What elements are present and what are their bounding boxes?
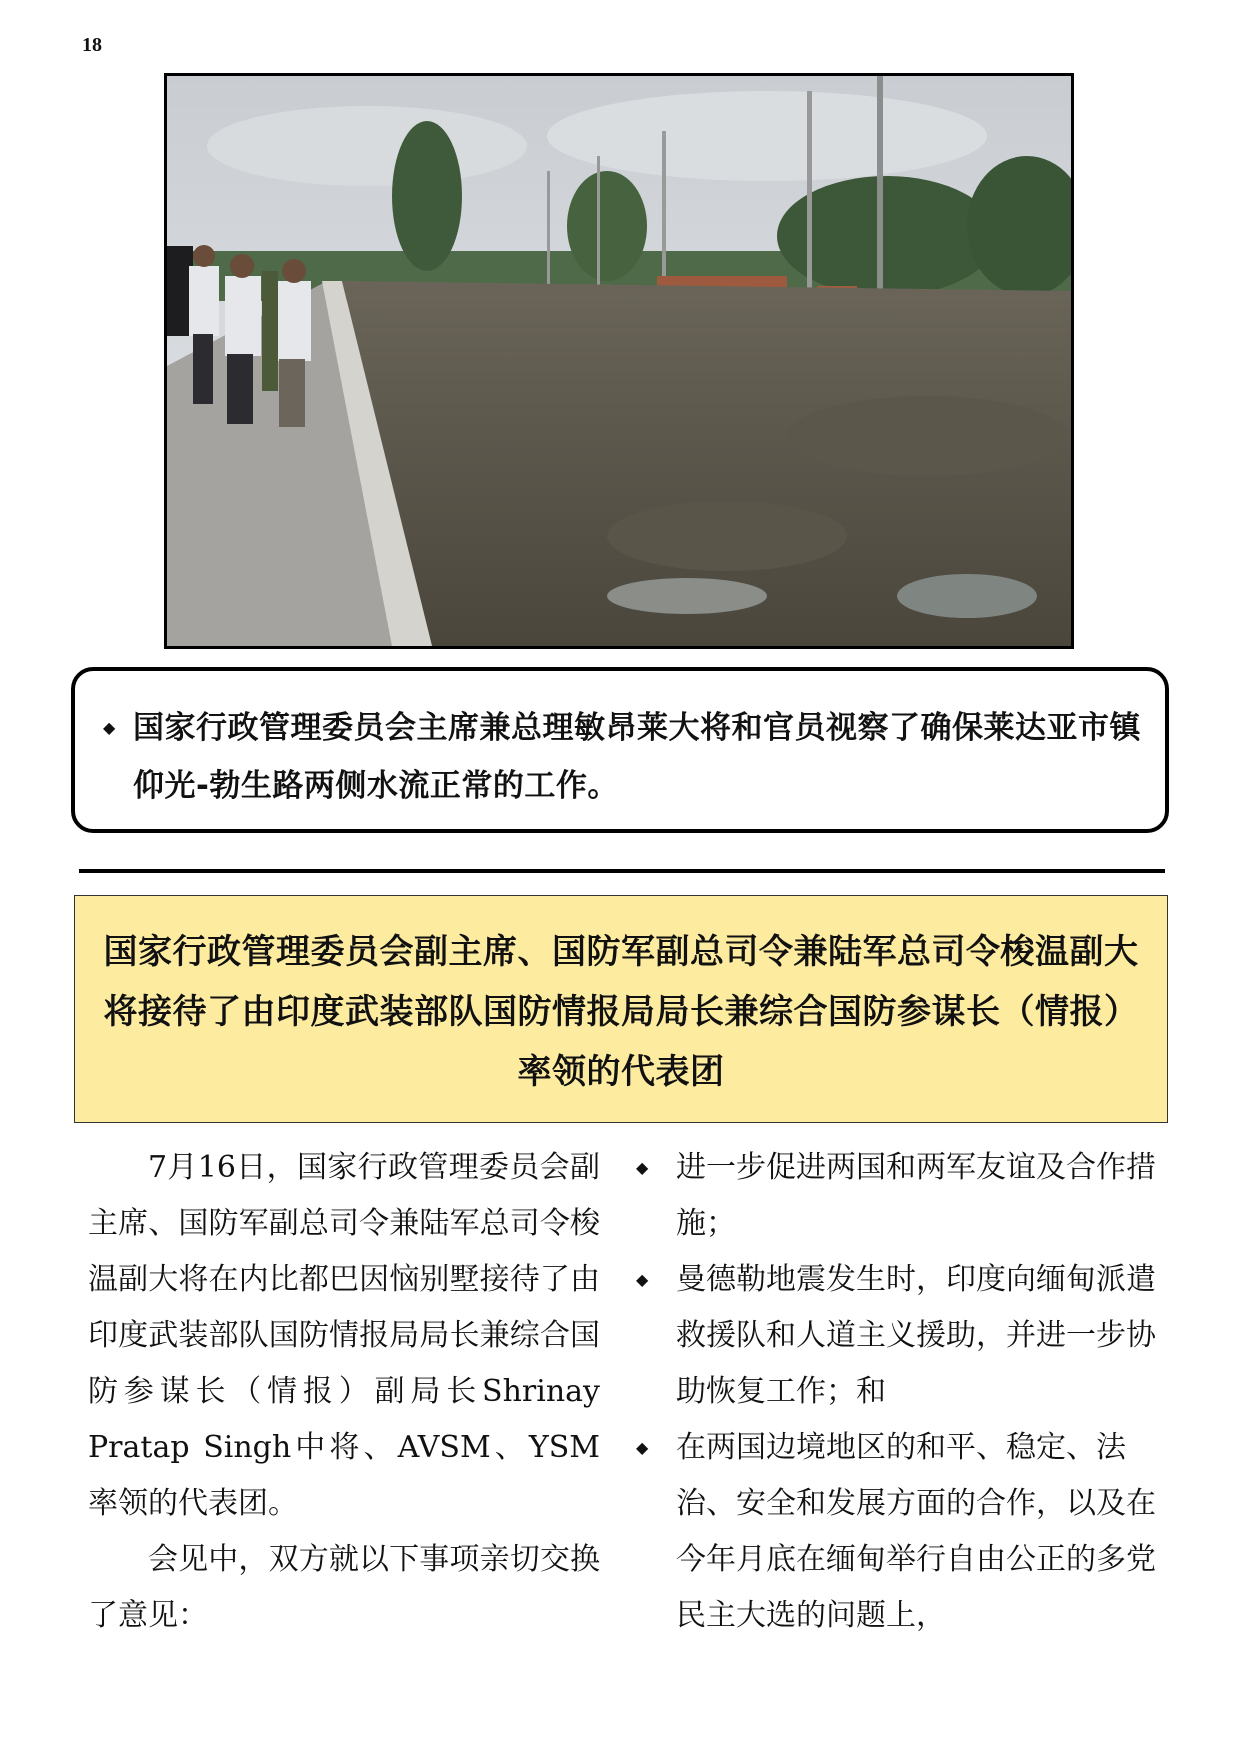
list-item bbox=[636, 1252, 1156, 1420]
section-divider bbox=[79, 869, 1165, 873]
body-paragraph: 会见中，双方就以下事项亲切交换了意见： bbox=[88, 1542, 600, 1633]
photo-caption-box bbox=[71, 667, 1169, 833]
diamond-bullet-icon: ◆ bbox=[103, 718, 116, 737]
list-item bbox=[636, 1140, 1156, 1252]
body-paragraph: 7月16日，国家行政管理委员会副主席、国防军副总司令兼陆军总司令梭温副大将在内比都巴因恼别墅接待了由印度武装部队国防情报局局长兼综合国防参谋长（情报）副局长Shrinay Pratap Singh中将、AVSM、YSM率领的代表团。 bbox=[88, 1150, 600, 1521]
list-item-text: 曼德勒地震发生时，印度向缅甸派遣救援队和人道主义援助，并进一步协助恢复工作；和 bbox=[676, 1262, 1156, 1409]
photo-caption-text: 国家行政管理委员会主席兼总理敏昂莱大将和官员视察了确保莱达亚市镇仰光-勃生路两侧水流正常的工作。 bbox=[133, 710, 1141, 804]
list-item bbox=[636, 1420, 1156, 1644]
article-body-right-column bbox=[636, 1140, 1156, 1644]
page-number: 18 bbox=[82, 34, 102, 56]
article-headline-box bbox=[74, 895, 1168, 1123]
article-body-left-column bbox=[88, 1140, 600, 1644]
article-headline: 国家行政管理委员会副主席、国防军副总司令兼陆军总司令梭温副大将接待了由印度武装部队国防情报局局长兼综合国防参谋长（情报）率领的代表团 bbox=[103, 932, 1139, 1092]
diamond-bullet-icon: ◆ bbox=[636, 1158, 649, 1177]
caption-item bbox=[97, 699, 1143, 815]
list-item-text: 在两国边境地区的和平、稳定、法治、安全和发展方面的合作，以及在今年月底在缅甸举行自由公正的多党民主大选的问题上， bbox=[676, 1430, 1156, 1633]
roadside-inspection-photo-icon bbox=[167, 76, 1071, 646]
diamond-bullet-icon: ◆ bbox=[636, 1270, 649, 1289]
list-item-text: 进一步促进两国和两军友谊及合作措施； bbox=[676, 1150, 1156, 1241]
news-photo bbox=[164, 73, 1074, 649]
diamond-bullet-icon: ◆ bbox=[636, 1438, 649, 1457]
